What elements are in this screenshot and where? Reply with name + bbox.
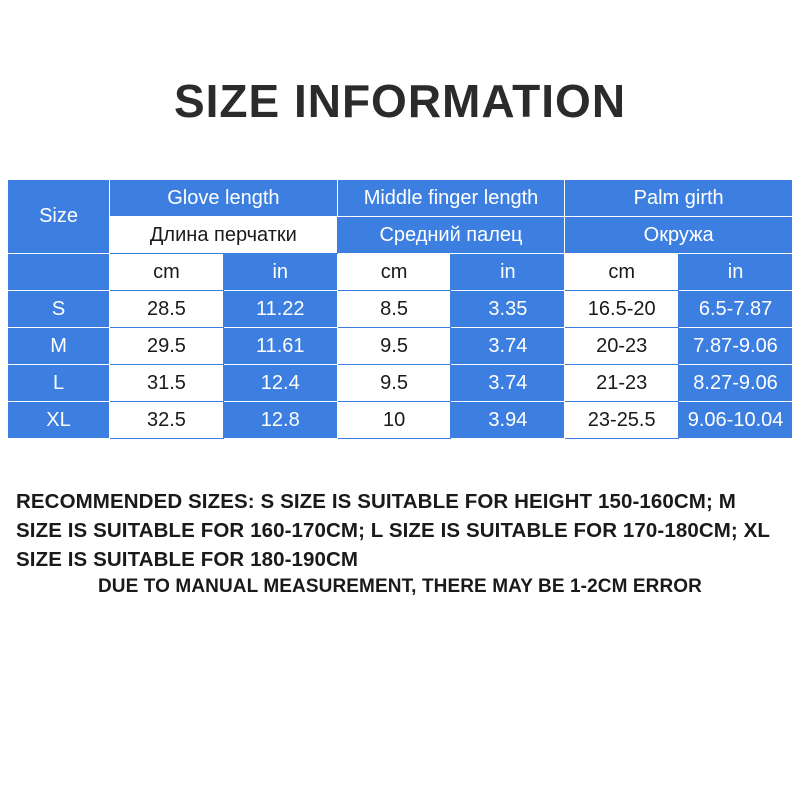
cell-palm-cm: 20-23	[565, 328, 679, 365]
table-row	[8, 328, 793, 365]
note-recommended-sizes: RECOMMENDED SIZES: S SIZE IS SUITABLE FOR HEIGHT 150-160CM; M SIZE IS SUITABLE FOR 160-170CM; L SIZE IS SUITABLE FOR 170-180CM; XL SIZE IS SUITABLE FOR 180-190CM	[16, 490, 770, 572]
header-palm-cm: cm	[565, 254, 679, 291]
cell-palm-in: 7.87-9.06	[679, 328, 793, 365]
header-glove-cm: cm	[110, 254, 224, 291]
cell-size: L	[8, 365, 110, 402]
cell-size: M	[8, 328, 110, 365]
table-row	[8, 402, 793, 439]
cell-finger-in: 3.35	[451, 291, 565, 328]
size-table-container	[7, 179, 793, 439]
header-glove-length-ru: Длина перчатки	[110, 217, 338, 254]
cell-finger-in: 3.74	[451, 365, 565, 402]
cell-finger-cm: 8.5	[337, 291, 451, 328]
size-table	[7, 179, 793, 439]
cell-size: S	[8, 291, 110, 328]
table-header-row-units	[8, 254, 793, 291]
cell-finger-in: 3.74	[451, 328, 565, 365]
cell-palm-cm: 16.5-20	[565, 291, 679, 328]
cell-finger-cm: 10	[337, 402, 451, 439]
cell-glove-cm: 28.5	[110, 291, 224, 328]
cell-size: XL	[8, 402, 110, 439]
note-manual-measurement: DUE TO MANUAL MEASUREMENT, THERE MAY BE 1-2CM ERROR	[97, 576, 703, 598]
cell-finger-in: 3.94	[451, 402, 565, 439]
header-palm-girth-ru: Окружа	[565, 217, 793, 254]
header-finger-cm: cm	[337, 254, 451, 291]
header-size-blank	[8, 254, 110, 291]
cell-glove-cm: 32.5	[110, 402, 224, 439]
header-glove-in: in	[223, 254, 337, 291]
cell-glove-in: 12.8	[223, 402, 337, 439]
cell-finger-cm: 9.5	[337, 328, 451, 365]
cell-palm-cm: 21-23	[565, 365, 679, 402]
cell-finger-cm: 9.5	[337, 365, 451, 402]
header-size-en: Size	[8, 180, 110, 254]
cell-palm-in: 9.06-10.04	[679, 402, 793, 439]
header-finger-in: in	[451, 254, 565, 291]
cell-palm-cm: 23-25.5	[565, 402, 679, 439]
header-middle-finger-en: Middle finger length	[337, 180, 565, 217]
cell-glove-in: 12.4	[223, 365, 337, 402]
cell-palm-in: 8.27-9.06	[679, 365, 793, 402]
header-palm-girth-en: Palm girth	[565, 180, 793, 217]
header-middle-finger-ru: Средний палец	[337, 217, 565, 254]
table-row	[8, 365, 793, 402]
cell-glove-in: 11.22	[223, 291, 337, 328]
cell-palm-in: 6.5-7.87	[679, 291, 793, 328]
cell-glove-cm: 29.5	[110, 328, 224, 365]
header-glove-length-en: Glove length	[110, 180, 338, 217]
header-palm-in: in	[679, 254, 793, 291]
cell-glove-in: 11.61	[223, 328, 337, 365]
cell-glove-cm: 31.5	[110, 365, 224, 402]
notes-section	[0, 487, 800, 601]
table-header-row-en	[8, 180, 793, 217]
page-title: SIZE INFORMATION	[173, 75, 627, 127]
table-header-row-ru	[8, 217, 793, 254]
table-row	[8, 291, 793, 328]
